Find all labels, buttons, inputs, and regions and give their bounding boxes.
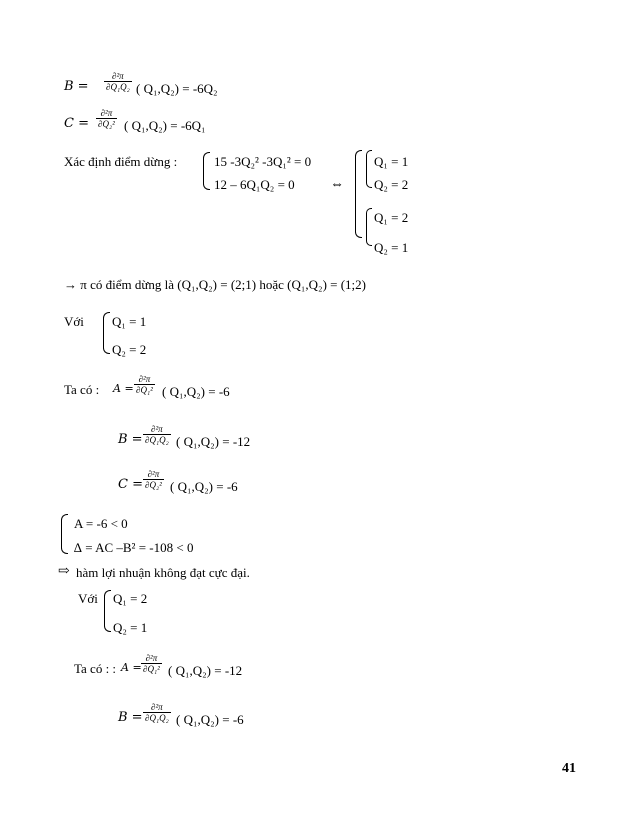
fraction-denominator: ∂Q₂² <box>145 480 162 490</box>
case-1-b-label: B = <box>118 432 143 447</box>
stationary-points-conclusion: → π có điểm dừng là (Q₁,Q₂) = (2;1) hoặc (Q₁,Q₂) = (1;2) <box>64 277 366 292</box>
fraction-d2pi-dq2sq <box>96 109 117 129</box>
equation-2: 12 – 6Q₁Q₂ = 0 <box>214 177 295 192</box>
fraction-numerator: ∂²π <box>145 653 158 663</box>
fraction-numerator: ∂²π <box>112 71 124 81</box>
c-value: ( Q₁,Q₂) = -6Q₁ <box>124 118 206 133</box>
solutions-outer-brace <box>355 150 362 238</box>
case-1-a-value: ( Q₁,Q₂) = -6 <box>162 384 230 399</box>
solution-2-brace <box>366 208 372 246</box>
condition-delta: ∆ = AC –B² = -108 < 0 <box>74 540 194 555</box>
case-1-b-value: ( Q₁,Q₂) = -12 <box>176 434 251 449</box>
result-text: hàm lợi nhuận không đạt cực đại. <box>76 565 250 580</box>
case-2-b-value: ( Q₁,Q₂) = -6 <box>176 712 244 727</box>
fraction-denominator: ∂Q₁Q₂ <box>145 435 169 445</box>
solution-1-brace <box>366 150 372 188</box>
fraction-numerator: ∂²π <box>147 469 160 479</box>
fraction-denominator: ∂Q₁Q₂ <box>106 82 130 92</box>
fraction-denominator: ∂Q₁² <box>136 385 153 395</box>
fraction-d2pi-dq1q2 <box>143 703 171 723</box>
case-1-q1: Q₁ = 1 <box>112 314 147 329</box>
fraction-d2pi-dq2sq <box>143 470 164 490</box>
implies-arrow-icon: ⇨ <box>58 564 70 579</box>
case-2-taco: Ta có : : <box>74 661 117 676</box>
case-2-q1: Q₁ = 2 <box>113 591 148 606</box>
solution-1-q2: Q₂ = 2 <box>374 177 409 192</box>
c-label: C = <box>64 116 89 131</box>
fraction-numerator: ∂²π <box>138 374 151 384</box>
case-2-b-label: B = <box>118 710 143 725</box>
page-number: 41 <box>562 761 576 776</box>
fraction-denominator: ∂Q₂² <box>98 119 115 129</box>
fraction-numerator: ∂²π <box>100 108 113 118</box>
equation-1: 15 -3Q₂² -3Q₁² = 0 <box>214 154 312 169</box>
fraction-d2pi-dq1q2 <box>143 425 171 445</box>
equivalence-icon: ⇔ <box>330 177 344 192</box>
conditions-brace <box>61 514 68 554</box>
solution-2-q1: Q₁ = 2 <box>374 210 409 225</box>
fraction-numerator: ∂²π <box>151 702 163 712</box>
fraction-numerator: ∂²π <box>151 424 163 434</box>
system-brace <box>203 152 210 190</box>
stationary-point-heading: Xác định điểm dừng : <box>64 154 178 169</box>
case-1-q2: Q₂ = 2 <box>112 342 147 357</box>
case-1-a-label: A = <box>113 382 134 395</box>
fraction-d2pi-dq1q2 <box>104 72 132 92</box>
solution-2-q2: Q₂ = 1 <box>374 240 409 255</box>
case-2-brace <box>104 590 111 632</box>
case-2-a-label: A = <box>121 661 142 674</box>
b-label: B = <box>64 79 89 94</box>
fraction-d2pi-dq1sq <box>134 375 155 395</box>
case-2-q2: Q₂ = 1 <box>113 620 148 635</box>
fraction-denominator: ∂Q₁Q₂ <box>145 713 169 723</box>
solution-1-q1: Q₁ = 1 <box>374 154 409 169</box>
fraction-d2pi-dq1sq <box>141 654 162 674</box>
case-1-taco: Ta có : <box>64 382 100 397</box>
case-1-brace <box>103 312 110 354</box>
fraction-denominator: ∂Q₁² <box>143 664 160 674</box>
case-2-a-value: ( Q₁,Q₂) = -12 <box>168 663 243 678</box>
case-1-c-label: C = <box>118 477 143 492</box>
condition-a: A = -6 < 0 <box>74 516 128 531</box>
case-1-label: Với <box>64 314 84 329</box>
b-value: ( Q₁,Q₂) = -6Q₂ <box>136 81 218 96</box>
case-2-label: Với <box>78 591 98 606</box>
case-1-c-value: ( Q₁,Q₂) = -6 <box>170 479 238 494</box>
